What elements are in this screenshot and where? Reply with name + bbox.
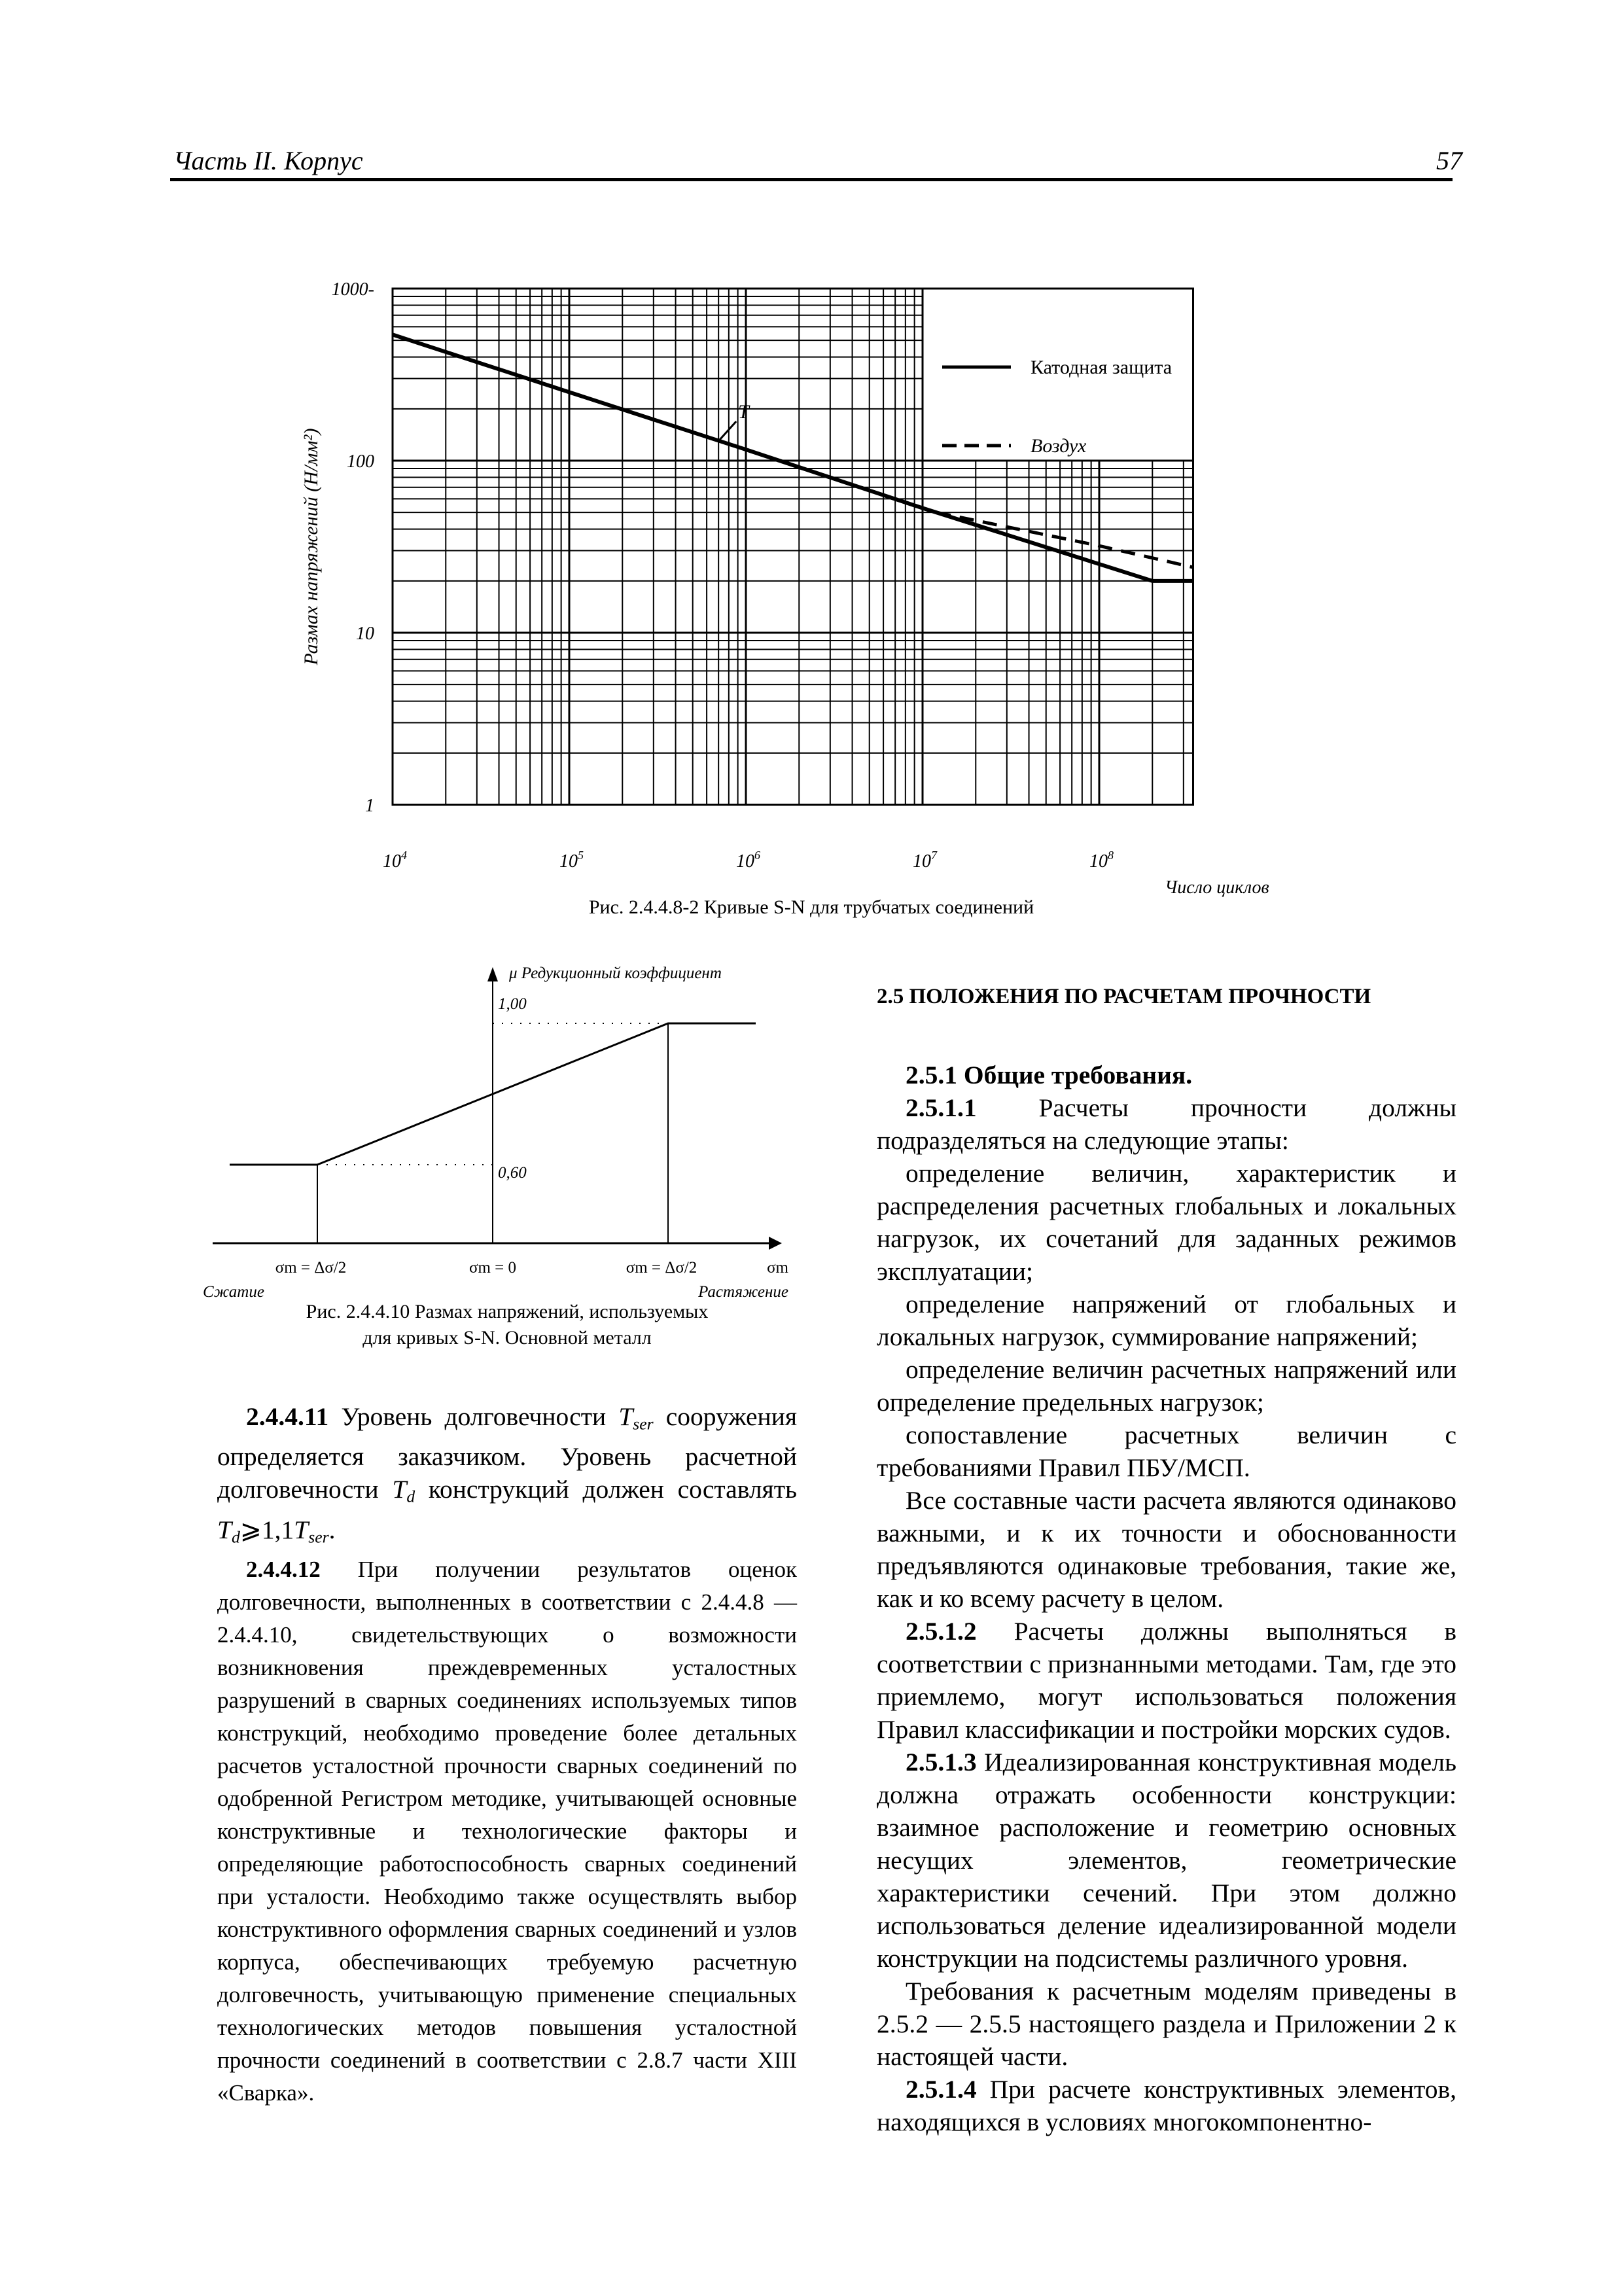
curve-label-t: T — [738, 401, 749, 423]
y-tick-label: 1000- — [331, 279, 374, 300]
y-tick-label: 100 — [347, 451, 374, 472]
page-number: 57 — [1436, 146, 1462, 175]
y-tick-label: 1 — [365, 796, 374, 816]
x-tick-label: σm = 0 — [468, 1259, 517, 1277]
clause-number: 2.5.1.3 — [906, 1748, 985, 1776]
figure-caption-sn — [196, 896, 1426, 919]
figure-caption-mu — [209, 1299, 805, 1351]
right-paragraphs — [877, 1091, 1456, 2138]
x-axis-arrow — [769, 1237, 782, 1250]
paragraph-text: При расчете конструктивных элементов, находящихся в условиях многокомпонентно- — [877, 2075, 1457, 2136]
running-title: Часть II. Корпус — [173, 146, 363, 175]
legend-label: Воздух — [1031, 435, 1087, 457]
paragraph-text: Все составные части расчета являются одинаково важными, и к их точности и обоснованности предъявляются одинаковые требования, такие же, как и ко всему расчету в целом. — [877, 1486, 1456, 1613]
paragraph-text: определение величин расчетных напряжений или определение предельных нагрузок; — [877, 1355, 1456, 1417]
clause-number: 2.5.1.1 — [906, 1093, 1039, 1122]
region-label-compression: Сжатие — [203, 1283, 264, 1301]
section-title: 2.5 ПОЛОЖЕНИЯ ПО РАСЧЕТАМ ПРОЧНОСТИ — [877, 985, 1371, 1008]
x-tick-label: $10^8$ — [1089, 849, 1114, 872]
paragraph-2-4-4-11 — [217, 1400, 797, 1553]
clause-number: 2.5.1.4 — [906, 2075, 990, 2104]
legend-label: Катодная защита — [1031, 357, 1172, 378]
chart-axes — [213, 967, 782, 1250]
x-tick-label: $10^4$ — [383, 849, 407, 872]
chart-labels — [203, 964, 789, 1301]
paragraph — [877, 1419, 1456, 1484]
paragraph — [877, 1484, 1456, 1615]
paragraph-text: Расчеты должны выполняться в соответствии с признанными методами. Там, где это приемлемо, могут использоваться положения Правил классификации и постройки морских судов. — [877, 1617, 1457, 1744]
region-label-tension: Растяжение — [698, 1283, 788, 1301]
paragraph-text: Расчеты прочности должны подразделяться на следующие этапы: — [877, 1093, 1457, 1155]
y-axis-label: μ Редукционный коэффициент — [509, 964, 722, 982]
clause-text: Уровень долговечности $T_{ser}$ сооружения определяется заказчиком. Уровень расчетной долговечности $T_d$ конструкций должен составлять $T_d⩾1,1T_{ser}$. — [217, 1402, 797, 1547]
subsection-title: 2.5.1 Общие требования. — [906, 1061, 1193, 1089]
y-axis-label: Размах напряжений (Н/мм²) — [300, 428, 322, 665]
paragraph-text: сопоставление расчетных величин с требованиями Правил ПБУ/МСП. — [877, 1421, 1456, 1482]
clause-text: При получении результатов оценок долговечности, выполненных в соответствии с 2.4.4.8 — 2.4.4.10, свидетельствующих о возможности возникновения преждевременных усталостных разрушений в сварных соединениях используемых типов конструкций, необходимо проведение более детальных расчетов усталостной прочности сварных соединений по одобренной Регистром методике, учитывающей основные конструктивные и технологические факторы и определяющие работоспособность сварных соединений при усталости. Необходимо также осуществлять выбор конструктивного оформления сварных соединений и узлов корпуса, обеспечивающих требуемую расчетную долговечность, учитывающую применение специальных технологических методов повышения усталостной прочности соединений в соответствии с 2.8.7 части XIII «Сварка». — [217, 1557, 798, 2106]
clause-number: 2.4.4.11 — [246, 1402, 329, 1431]
paragraph-text: Требования к расчетным моделям приведены в 2.5.2 — 2.5.5 настоящего раздела и Приложении 2 к настоящей части. — [877, 1977, 1456, 2071]
paragraph — [877, 1091, 1456, 1157]
paragraph — [877, 1288, 1456, 1353]
sn-curve-chart — [262, 262, 1269, 898]
caption-line-1: Рис. 2.4.4.10 Размах напряжений, используемых — [306, 1301, 709, 1322]
paragraph — [877, 1615, 1456, 1746]
caption-text: Рис. 2.4.4.8-2 Кривые S-N для трубчатых соединений — [588, 896, 1034, 918]
annotation-leader — [718, 421, 736, 441]
paragraph-2-4-4-12 — [217, 1553, 797, 2110]
header-rule — [170, 178, 1453, 181]
series-line-air — [936, 512, 1193, 567]
paragraph-text: Идеализированная конструктивная модель должна отражать особенности конструкции: взаимное расположение и геометрию основных несущих элементов, геометрические характеристики сечений. При этом должно использоваться деление идеализированной модели конструкции на подсистемы различного уровня. — [877, 1748, 1456, 1973]
clause-number: 2.5.1.2 — [906, 1617, 1014, 1646]
paragraph — [877, 1353, 1456, 1419]
reduction-factor-chart — [196, 955, 818, 1301]
clause-number: 2.4.4.12 — [246, 1557, 321, 1583]
right-column — [877, 968, 1456, 2138]
paragraph — [877, 2073, 1456, 2138]
x-tick-label: σm = Δσ/2 — [275, 1259, 347, 1277]
paragraph-text: определение величин, характеристик и распределения расчетных глобальных и локальных нагрузок, их сочетаний для заданных режимов эксплуатации; — [877, 1159, 1456, 1286]
x-tick-label: σm = Δσ/2 — [626, 1259, 697, 1277]
paragraph — [877, 1975, 1456, 2073]
paragraph-text: определение напряжений от глобальных и локальных нагрузок, суммирование напряжений; — [877, 1290, 1456, 1351]
y-axis-arrow — [487, 967, 498, 981]
x-tick-label: $10^7$ — [913, 849, 937, 872]
y-tick-label: 0,60 — [498, 1164, 527, 1182]
caption-line-2: для кривых S-N. Основной металл — [362, 1327, 652, 1349]
x-axis-label: Число циклов — [1165, 877, 1269, 898]
paragraph — [877, 1157, 1456, 1288]
x-tick-label: $10^6$ — [736, 849, 760, 872]
y-tick-label: 10 — [356, 624, 374, 644]
left-column — [217, 1400, 797, 2110]
paragraph — [877, 1746, 1456, 1975]
x-tick-label: $10^5$ — [559, 849, 584, 872]
x-axis-label: σm — [767, 1259, 788, 1277]
y-tick-label: 1,00 — [498, 995, 527, 1013]
